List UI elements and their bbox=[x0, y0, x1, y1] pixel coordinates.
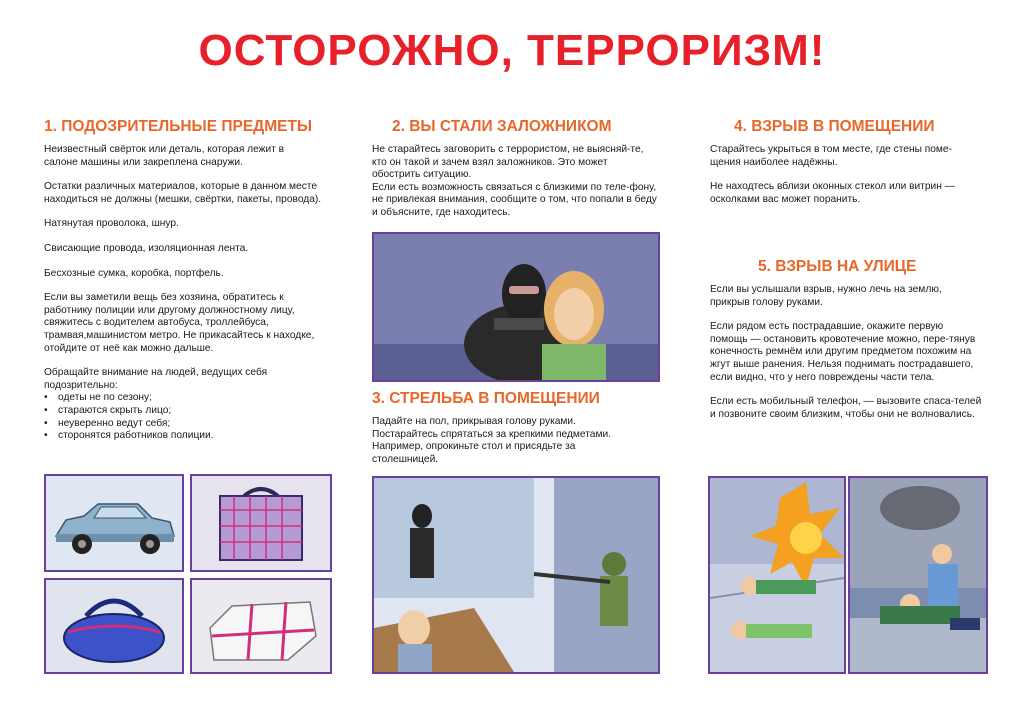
section3-text-1: Падайте на пол, прикрывая голову руками. Постарайтесь спрятаться за крепкими педметами. Например, опрокиньте стол и присядьте за столешницей. bbox=[372, 416, 611, 465]
section1-text-7: Обращайте внимание на людей, ведущих себя подозрительно: bbox=[44, 367, 268, 391]
section4-heading: 4. ВЗРЫВ В ПОМЕЩЕНИИ bbox=[734, 118, 935, 135]
car-illustration bbox=[44, 474, 184, 572]
section-shooting bbox=[372, 390, 662, 478]
section4-text-1: Старайтесь укрыться в том месте, где стены поме-щения наиболее надёжны. bbox=[710, 144, 952, 168]
section-street-explosion bbox=[710, 258, 990, 433]
explosion-illustration bbox=[708, 476, 846, 674]
section4-text-2: Не находтесь вблизи оконных стекол или витрин — осколками вас может поранить. bbox=[710, 181, 955, 205]
poster-title: ОСТОРОЖНО, ТЕРРОРИЗМ! bbox=[198, 26, 826, 75]
section1-text-3: Натянутая проволока, шнур. bbox=[44, 218, 179, 230]
list-item: • неуверенно ведут себя; bbox=[44, 418, 344, 431]
section1-text-5: Бесхозные сумка, коробка, портфель. bbox=[44, 267, 224, 279]
section1-text-6: Если вы заметили вещь без хозяина, обратитесь к работнику полиции или другому должностному лицу, свяжитесь с водителем автобуса, троллейбуса, трамвая,машинистом метро. Не прикасайтесь к находке, отойдите от неё как можно дальше. bbox=[44, 292, 315, 354]
list-item: • сторонятся работников полиции. bbox=[44, 430, 344, 443]
section3-heading: 3. СТРЕЛЬБА В ПОМЕЩЕНИИ bbox=[372, 390, 600, 407]
first-aid-illustration bbox=[848, 476, 988, 674]
section5-heading: 5. ВЗРЫВ НА УЛИЦЕ bbox=[758, 258, 917, 275]
section2-text-1: Не старайтесь заговорить с террористом, не выясняй-те, кто он такой и зачем взял заложников. Это может обострить ситуацию. bbox=[372, 144, 644, 181]
section1-text-4: Свисающие провода, изоляционная лента. bbox=[44, 242, 249, 254]
section5-text-2: Если рядом есть пострадавшие, окажите первую помощь — остановить кровотечение можно, пере-тянув конечность ремнём или другим предметом похожим на жгут выше ранения. Нельзя поднимать пострадавшего, если видно, что у него повреждены части тела. bbox=[710, 321, 976, 383]
section1-heading: 1. ПОДОЗРИТЕЛЬНЫЕ ПРЕДМЕТЫ bbox=[44, 118, 313, 135]
section1-text-2: Остатки различных материалов, которые в данном месте находиться не должны (мешки, свёртки, пакеты, провода). bbox=[44, 181, 322, 205]
suspicious-people-list bbox=[44, 392, 344, 442]
list-item: • стараются скрыть лицо; bbox=[44, 405, 344, 418]
section2-heading: 2. ВЫ СТАЛИ ЗАЛОЖНИКОМ bbox=[392, 118, 612, 135]
section-indoor-explosion bbox=[710, 118, 990, 218]
section2-text-2: Если есть возможность связаться с близкими по теле-фону, не привлекая внимания, сообщите о том, что попали в беду и объясните, где находитесь. bbox=[372, 181, 657, 218]
section5-text-1: Если вы услышали взрыв, нужно лечь на землю, прикрыв голову руками. bbox=[710, 284, 942, 308]
bag-illustration bbox=[44, 578, 184, 674]
shooting-illustration bbox=[372, 476, 660, 674]
section1-text-1: Неизвестный свёрток или деталь, которая лежит в салоне машины или закреплена снаружи. bbox=[44, 144, 285, 168]
section-hostage bbox=[372, 118, 662, 232]
package-illustration bbox=[190, 578, 332, 674]
list-item: • одеты не по сезону; bbox=[44, 392, 344, 405]
section5-text-3: Если есть мобильный телефон, — вызовите спаса-телей и позвоните своим близким, чтобы они не волновались. bbox=[710, 396, 982, 420]
hostage-illustration bbox=[372, 232, 660, 382]
section-suspicious-items bbox=[44, 118, 344, 443]
suitcase-illustration bbox=[190, 474, 332, 572]
